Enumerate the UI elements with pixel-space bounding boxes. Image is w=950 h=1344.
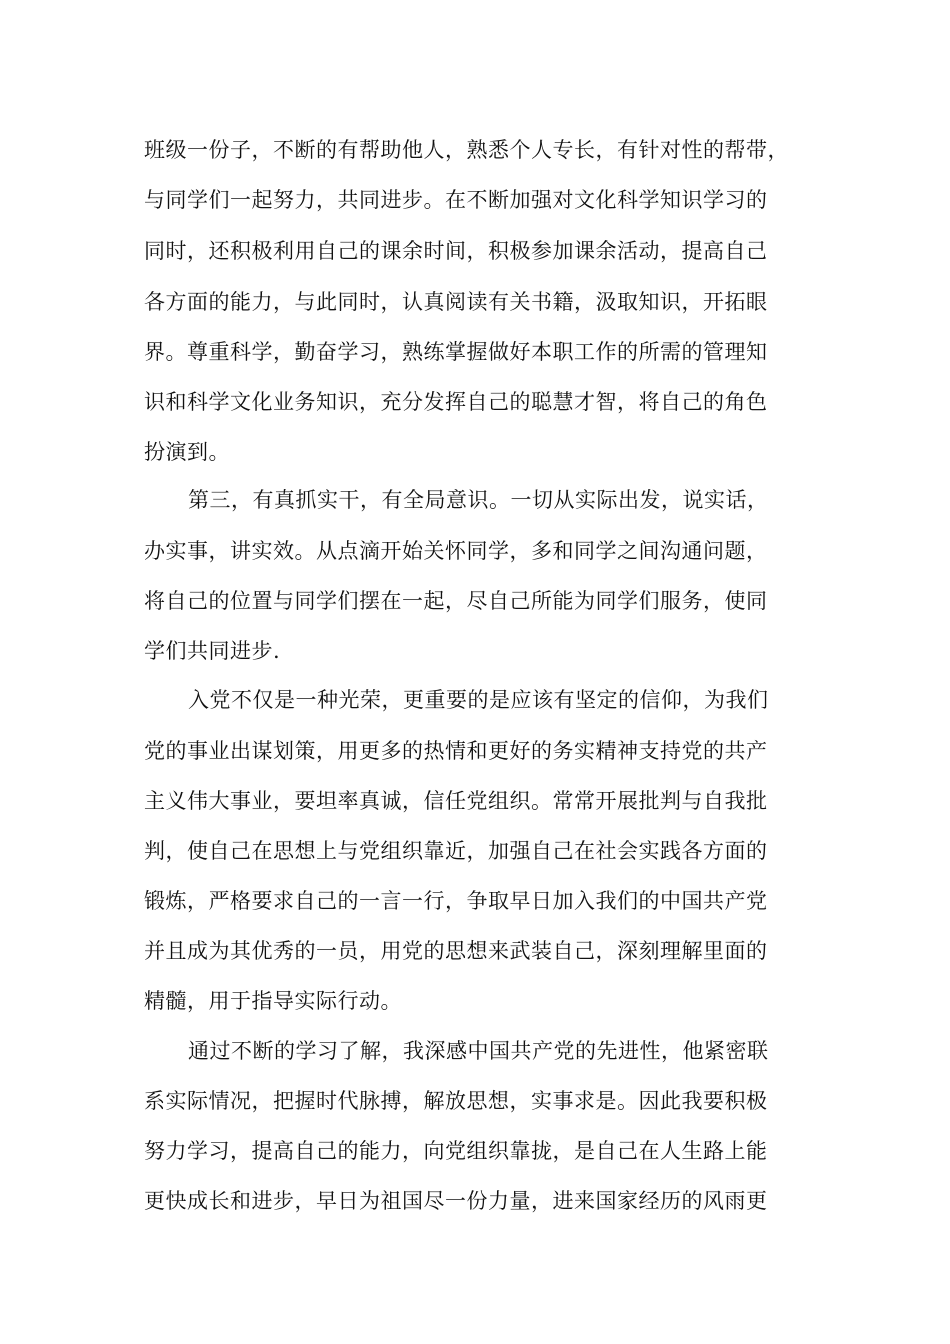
text-line: 同时，还积极利用自己的课余时间，积极参加课余活动，提高自己 [144,239,768,263]
text-line: 系实际情况，把握时代脉搏，解放思想，实事求是。因此我要积极 [144,1089,768,1113]
text-line: 各方面的能力，与此同时，认真阅读有关书籍，汲取知识，开拓眼 [144,290,768,314]
paragraph-first-line: 通过不断的学习了解，我深感中国共产党的先进性，他紧密联 [188,1039,769,1063]
text-line: 精髓，用于指导实际行动。 [144,989,402,1013]
text-line: 并且成为其优秀的一员，用党的思想来武装自己，深刻理解里面的 [144,939,768,963]
paragraph-first-line: 入党不仅是一种光荣，更重要的是应该有坚定的信仰，为我们 [188,688,769,712]
text-line: 扮演到。 [144,440,230,464]
paragraph-first-line: 第三，有真抓实干，有全局意识。一切从实际出发，说实话， [188,488,769,512]
text-line: 党的事业出谋划策，用更多的热情和更好的务实精神支持党的共产 [144,739,768,763]
text-line: 与同学们一起努力，共同进步。在不断加强对文化科学知识学习的 [144,188,768,212]
text-line: 界。尊重科学，勤奋学习，熟练掌握做好本职工作的所需的管理知 [144,340,768,364]
text-line: 努力学习，提高自己的能力，向党组织靠拢，是自己在人生路上能 [144,1139,768,1163]
text-line: 学们共同进步. [144,639,281,663]
text-line: 班级一份子，不断的有帮助他人，熟悉个人专长，有针对性的帮带， [144,138,789,162]
text-line: 判，使自己在思想上与党组织靠近，加强自己在社会实践各方面的 [144,839,768,863]
text-line: 主义伟大事业，要坦率真诚，信任党组织。常常开展批判与自我批 [144,789,768,813]
text-line: 将自己的位置与同学们摆在一起，尽自己所能为同学们服务，使同 [144,589,768,613]
text-line: 锻炼，严格要求自己的一言一行，争取早日加入我们的中国共产党 [144,889,768,913]
text-line: 识和科学文化业务知识，充分发挥自己的聪慧才智，将自己的角色 [144,390,768,414]
text-line: 更快成长和进步，早日为祖国尽一份力量，进来国家经历的风雨更 [144,1189,768,1213]
text-line: 办实事，讲实效。从点滴开始关怀同学，多和同学之间沟通问题， [144,539,768,563]
